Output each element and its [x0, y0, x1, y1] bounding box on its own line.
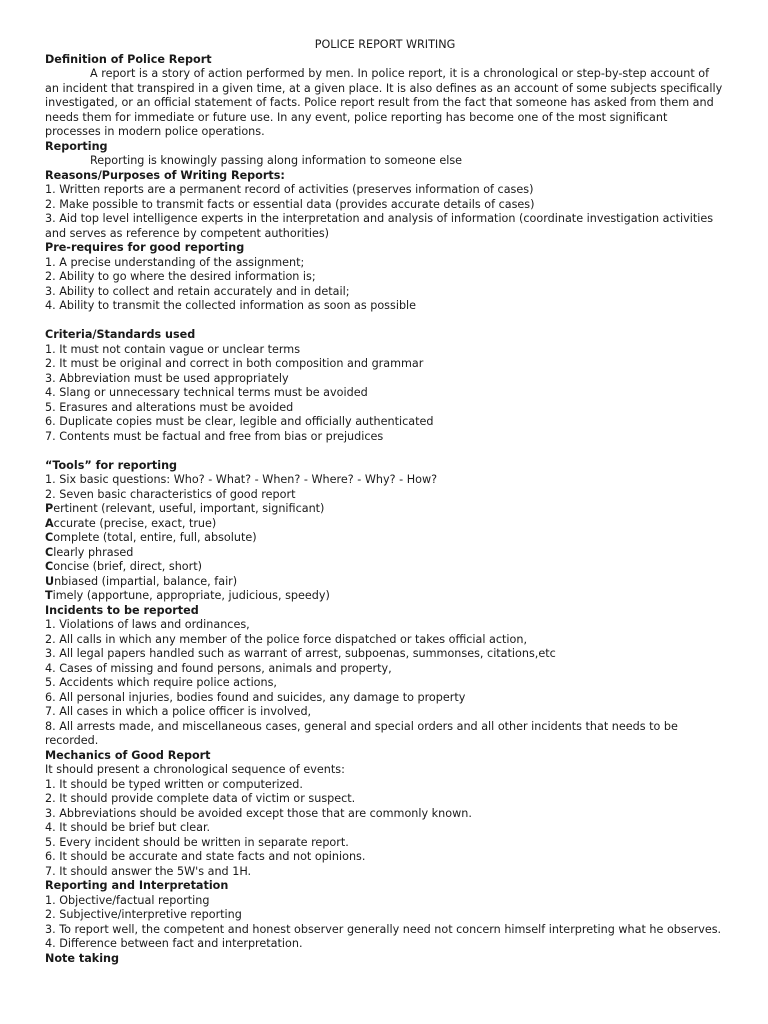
- list-item: 1. It should be typed written or computerized.: [45, 777, 303, 791]
- characteristic-text: learly phrased: [53, 545, 134, 559]
- list-item: 1. A precise understanding of the assignment;: [45, 255, 305, 269]
- characteristic-item: [45, 560, 725, 575]
- list-item: 4. Cases of missing and found persons, animals and property,: [45, 661, 392, 675]
- section-heading-interpretation: Reporting and Interpretation: [45, 879, 229, 892]
- document-title: POLICE REPORT WRITING: [314, 38, 456, 51]
- characteristic-initial: T: [45, 589, 53, 602]
- list-item: 2. All calls in which any member of the police force dispatched or takes official action,: [45, 632, 528, 646]
- blank-line: [45, 444, 725, 459]
- characteristic-text: ccurate (precise, exact, true): [53, 516, 217, 530]
- characteristic-initial: C: [45, 560, 54, 573]
- list-item: 5. Every incident should be written in separate report.: [45, 835, 349, 849]
- characteristic-initial: P: [45, 502, 54, 515]
- characteristic-text: ertinent (relevant, useful, important, significant): [53, 502, 325, 515]
- characteristic-initial: A: [45, 516, 54, 530]
- list-item: 1. Violations of laws and ordinances,: [45, 618, 250, 631]
- section-heading-definition: Definition of Police Report: [45, 52, 212, 66]
- list-item: 4. Ability to transmit the collected information as soon as possible: [45, 299, 417, 312]
- section-heading-notetaking: Note taking: [45, 951, 120, 965]
- list-item: 1. Written reports are a permanent record of activities (preserves information of cases): [45, 183, 534, 196]
- list-item: 3. Aid top level intelligence experts in the interpretation and analysis of information (coordinate investigation activities and serves as reference by competent authorities): [45, 212, 714, 240]
- list-item: 6. Duplicate copies must be clear, legible and officially authenticated: [45, 415, 434, 428]
- list-item: 7. All cases in which a police officer is involved,: [45, 705, 312, 718]
- section-heading-reasons: Reasons/Purposes of Writing Reports:: [45, 168, 285, 182]
- list-item: 2. Seven basic characteristics of good report: [45, 487, 296, 501]
- list-item: 2. Subjective/interpretive reporting: [45, 908, 242, 921]
- list-item: 4. Slang or unnecessary technical terms must be avoided: [45, 386, 368, 399]
- list-item: 3. Ability to collect and retain accurately and in detail;: [45, 284, 350, 298]
- list-item: 3. All legal papers handled such as warrant of arrest, subpoenas, summonses, citations,etc: [45, 647, 556, 660]
- section-heading-tools: “Tools” for reporting: [45, 458, 178, 472]
- blank-line: [45, 314, 725, 329]
- list-item: 2. Make possible to transmit facts or essential data (provides accurate details of cases): [45, 197, 535, 211]
- section-heading-reporting: Reporting: [45, 139, 108, 153]
- characteristic-text: imely (apportune, appropriate, judicious, speedy): [52, 589, 330, 602]
- list-item: 3. Abbreviations should be avoided except those that are commonly known.: [45, 806, 472, 820]
- list-item: 8. All arrests made, and miscellaneous cases, general and special orders and all other incidents that needs to be recorded.: [45, 719, 678, 747]
- characteristic-item: [45, 502, 725, 517]
- list-item: 7. It should answer the 5W's and 1H.: [45, 864, 252, 878]
- mechanics-intro: It should present a chronological sequence of events:: [45, 763, 345, 776]
- definition-paragraph: A report is a story of action performed by men. In police report, it is a chronological or step-by-step account of an incident that transpired in a given time, at a given place. It is also defines as an account of some subjects specifically investigated, or an official statement of facts. Police report result from the fact that someone has asked from them and needs them for immediate or future use. In any event, police reporting has become one of the most significant processes in modern police operations.: [45, 67, 723, 138]
- list-item: 2. Ability to go where the desired information is;: [45, 270, 316, 283]
- list-item: 3. Abbreviation must be used appropriately: [45, 371, 289, 385]
- characteristic-item: [45, 589, 725, 604]
- characteristic-initial: U: [45, 574, 55, 588]
- list-item: 1. Six basic questions: Who? - What? - When? - Where? - Why? - How?: [45, 473, 438, 486]
- list-item: 7. Contents must be factual and free from bias or prejudices: [45, 429, 384, 443]
- characteristic-text: oncise (brief, direct, short): [53, 560, 202, 573]
- section-heading-criteria: Criteria/Standards used: [45, 328, 196, 341]
- characteristic-initial: C: [45, 531, 54, 544]
- characteristic-initial: C: [45, 545, 54, 559]
- section-heading-incidents: Incidents to be reported: [45, 603, 199, 617]
- list-item: 4. Difference between fact and interpretation.: [45, 937, 303, 950]
- list-item: 4. It should be brief but clear.: [45, 821, 211, 834]
- list-item: 5. Accidents which require police actions,: [45, 676, 277, 689]
- list-item: 3. To report well, the competent and honest observer generally need not concern himself interpreting what he observes.: [45, 922, 722, 936]
- characteristic-text: omplete (total, entire, full, absolute): [53, 531, 257, 544]
- section-heading-mechanics: Mechanics of Good Report: [45, 748, 211, 762]
- characteristic-item: [45, 531, 725, 546]
- list-item: 2. It should provide complete data of victim or suspect.: [45, 792, 356, 805]
- list-item: 6. All personal injuries, bodies found and suicides, any damage to property: [45, 690, 466, 704]
- section-heading-prerequires: Pre-requires for good reporting: [45, 241, 245, 254]
- list-item: 1. It must not contain vague or unclear terms: [45, 342, 301, 356]
- list-item: 1. Objective/factual reporting: [45, 893, 210, 907]
- characteristic-text: nbiased (impartial, balance, fair): [54, 574, 238, 588]
- list-item: 5. Erasures and alterations must be avoided: [45, 400, 294, 414]
- characteristic-item: [45, 517, 725, 532]
- list-item: 2. It must be original and correct in both composition and grammar: [45, 357, 424, 370]
- reporting-paragraph: Reporting is knowingly passing along information to someone else: [90, 154, 463, 167]
- characteristic-item: [45, 546, 725, 561]
- document-page: [45, 38, 725, 966]
- list-item: 6. It should be accurate and state facts and not opinions.: [45, 850, 366, 863]
- characteristic-item: [45, 575, 725, 590]
